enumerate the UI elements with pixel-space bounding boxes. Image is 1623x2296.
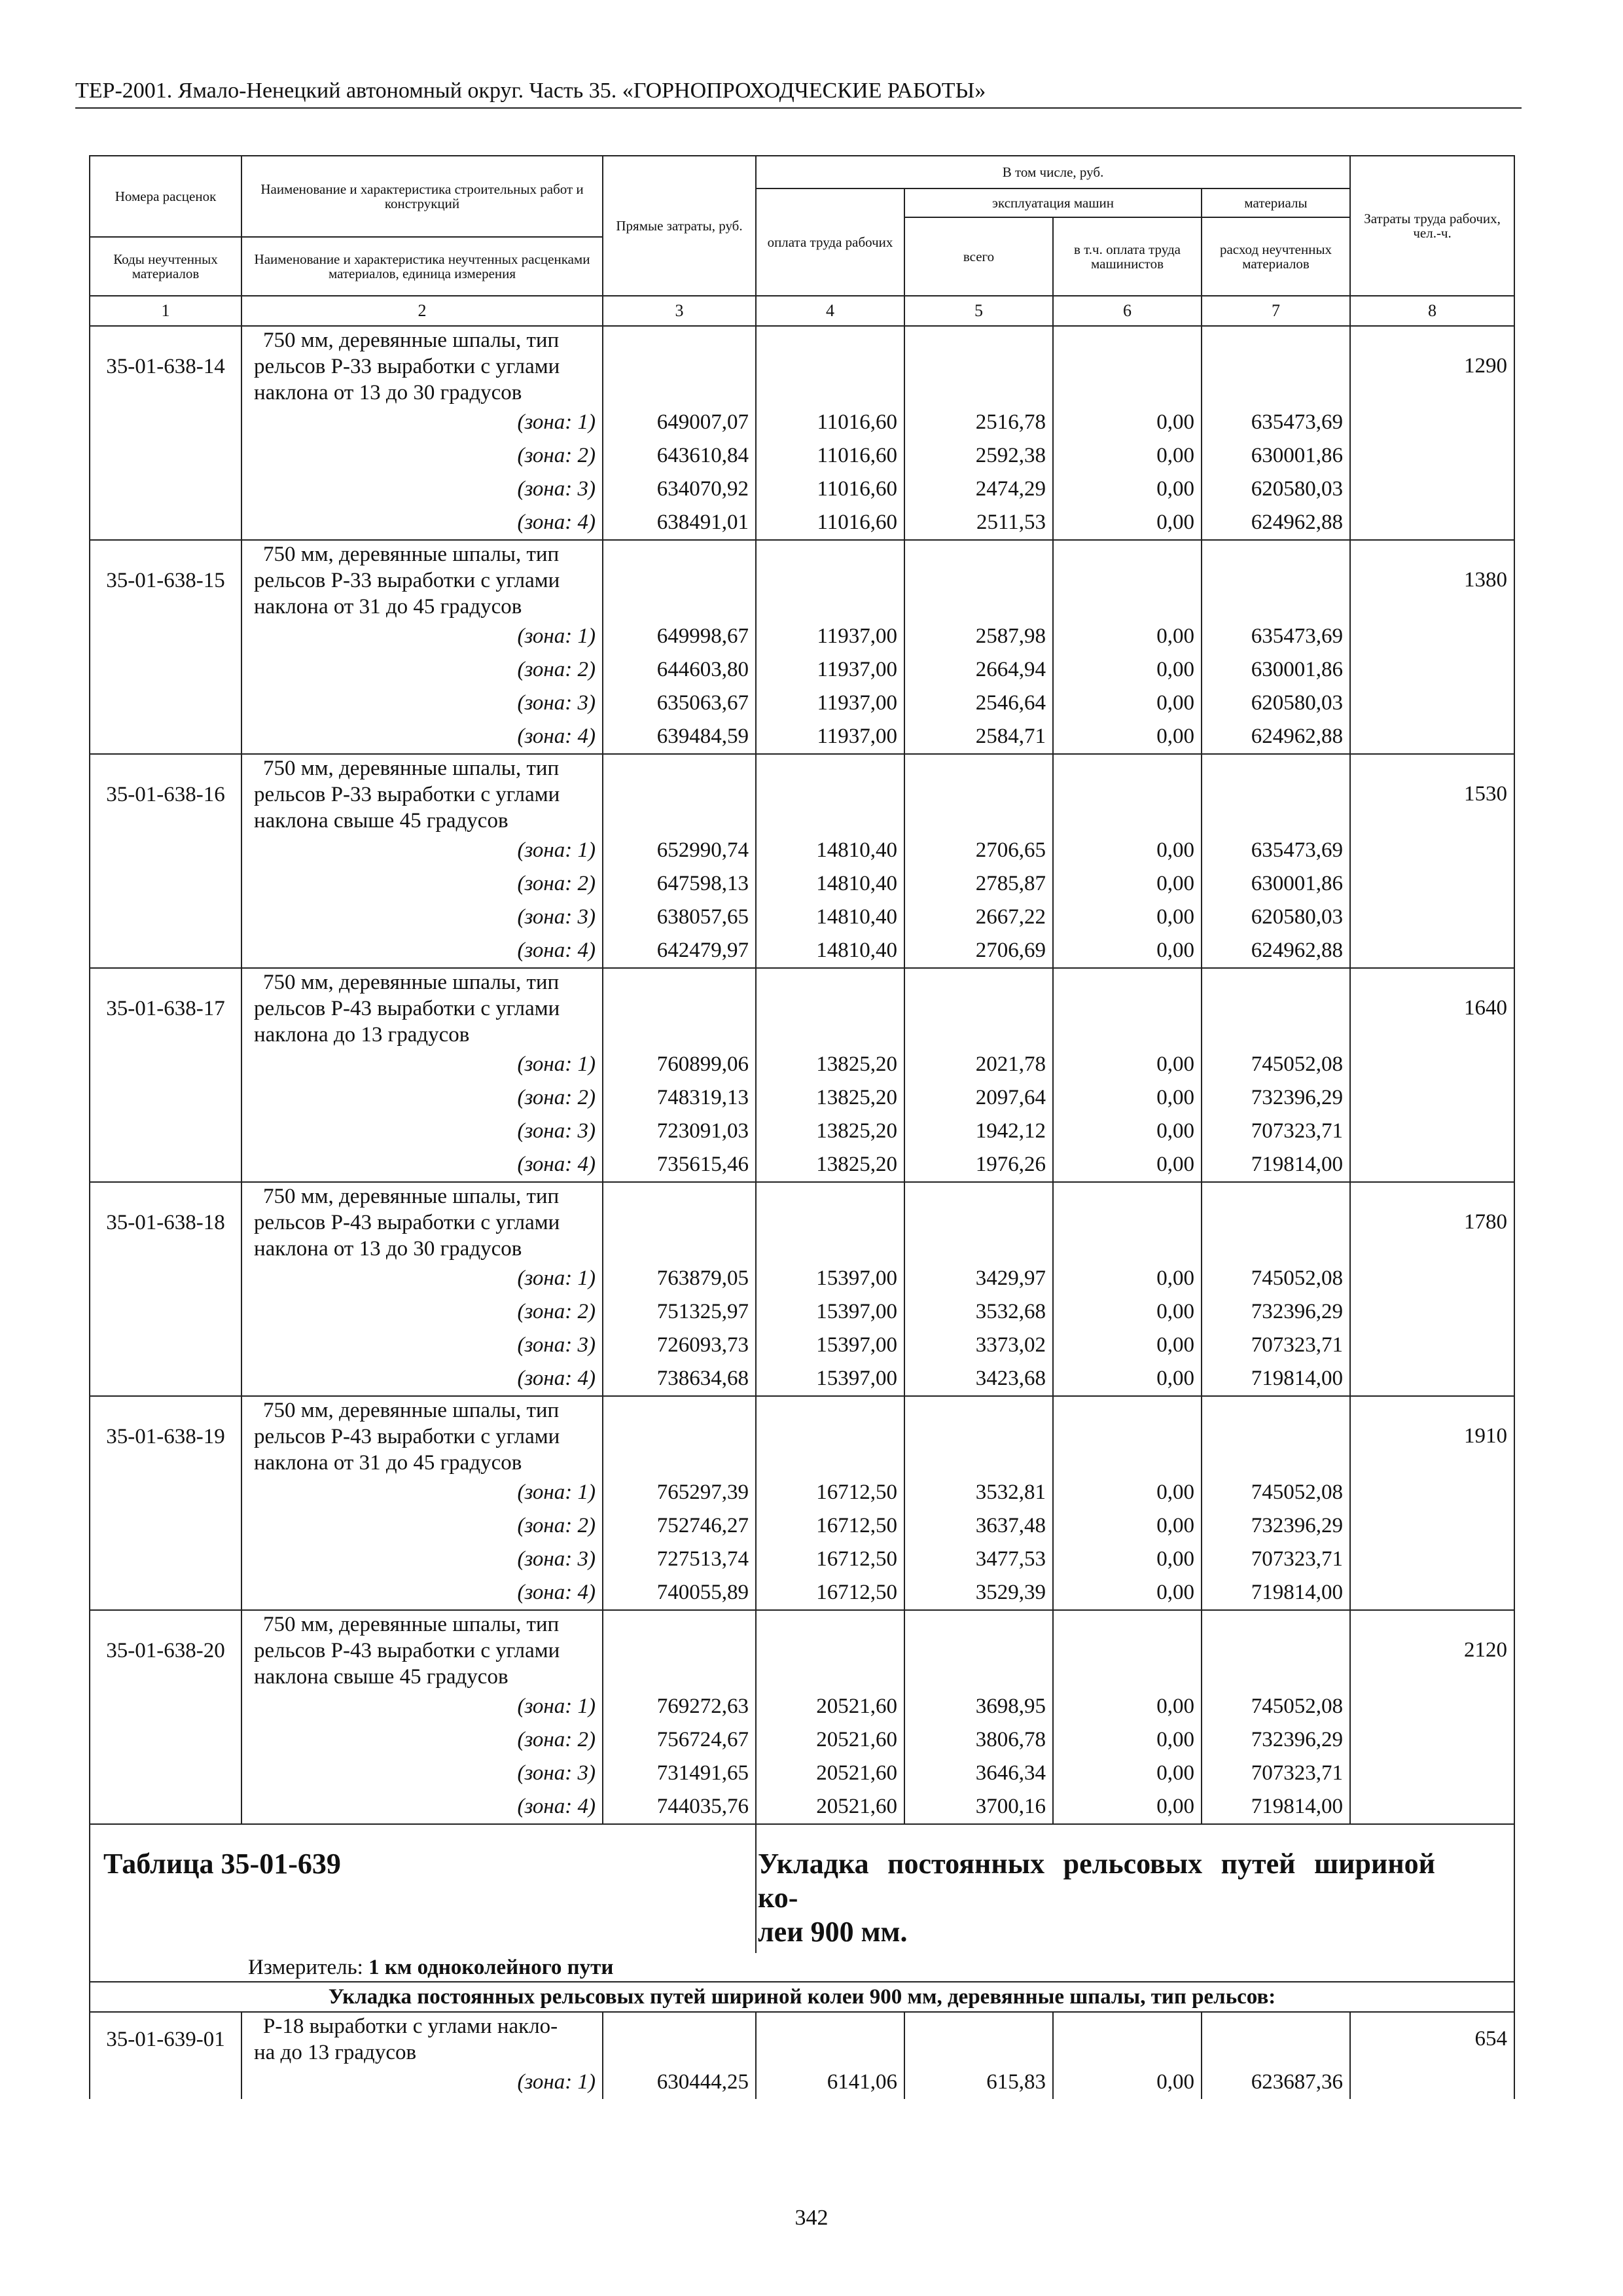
col3-header: Прямые затраты, руб.	[603, 156, 756, 296]
value-direct: 647598,13	[603, 867, 756, 901]
value-mach-wages: 0,00	[1053, 506, 1202, 540]
zone-label: (зона: 3)	[241, 473, 603, 506]
zone-label: (зона: 2)	[241, 1723, 603, 1757]
value-mach: 3429,97	[904, 1262, 1053, 1295]
zone-row	[90, 720, 1514, 754]
zone-row	[90, 1115, 1514, 1148]
zone-row	[90, 653, 1514, 687]
value-mach-wages: 0,00	[1053, 720, 1202, 754]
value-mach-wages: 0,00	[1053, 1576, 1202, 1610]
value-wages: 11937,00	[756, 720, 904, 754]
meter-label: Измеритель:	[248, 1955, 363, 1979]
zone-row	[90, 1543, 1514, 1576]
value-mach: 2706,69	[904, 934, 1053, 968]
zone-row	[90, 901, 1514, 934]
zone-label: (зона: 1)	[241, 406, 603, 439]
description-line: наклона свыше 45 градусов	[254, 809, 508, 833]
value-mat: 732396,29	[1202, 1295, 1350, 1329]
description-line: рельсов Р-33 выработки с углами	[254, 569, 560, 592]
rates-table	[89, 155, 1515, 2099]
value-wages: 11016,60	[756, 406, 904, 439]
zone-row	[90, 620, 1514, 653]
zone-label: (зона: 1)	[241, 620, 603, 653]
value-direct: 740055,89	[603, 1576, 756, 1610]
description-line: рельсов Р-43 выработки с углами	[254, 1211, 560, 1234]
value-mach: 3423,68	[904, 1362, 1053, 1396]
value-wages: 20521,60	[756, 1723, 904, 1757]
value-mat: 630001,86	[1202, 439, 1350, 473]
value-wages: 15397,00	[756, 1329, 904, 1362]
value-mat: 624962,88	[1202, 934, 1350, 968]
value-mach: 2511,53	[904, 506, 1053, 540]
value-mach-wages: 0,00	[1053, 439, 1202, 473]
value-mach: 3532,68	[904, 1295, 1053, 1329]
value-wages: 15397,00	[756, 1295, 904, 1329]
value-direct: 738634,68	[603, 1362, 756, 1396]
labor-cost: 1290	[1350, 326, 1514, 406]
col-number: 5	[904, 296, 1053, 326]
value-wages: 11016,60	[756, 473, 904, 506]
value-direct: 751325,97	[603, 1295, 756, 1329]
value-mach-wages: 0,00	[1053, 1262, 1202, 1295]
zone-label: (зона: 4)	[241, 1148, 603, 1182]
value-mat: 624962,88	[1202, 506, 1350, 540]
value-wages: 11016,60	[756, 506, 904, 540]
value-mach-wages: 0,00	[1053, 1081, 1202, 1115]
zone-row	[90, 1262, 1514, 1295]
rate-group-header-row	[90, 754, 1514, 834]
value-mat: 745052,08	[1202, 1476, 1350, 1509]
labor-cost: 1780	[1350, 1182, 1514, 1262]
value-mach: 3529,39	[904, 1576, 1053, 1610]
value-mach-wages: 0,00	[1053, 1048, 1202, 1081]
description-line: наклона свыше 45 градусов	[254, 1665, 508, 1689]
value-mat: 620580,03	[1202, 901, 1350, 934]
value-direct: 723091,03	[603, 1115, 756, 1148]
zone-row	[90, 1476, 1514, 1509]
rate-group-header-row	[90, 1396, 1514, 1476]
value-mat: 707323,71	[1202, 1543, 1350, 1576]
value-mach: 615,83	[904, 2066, 1053, 2099]
rate-group-header-row	[90, 540, 1514, 620]
value-mat: 707323,71	[1202, 1115, 1350, 1148]
description-line: рельсов Р-33 выработки с углами	[254, 783, 560, 806]
labor-cost: 1640	[1350, 968, 1514, 1048]
value-mach-wages: 0,00	[1053, 1690, 1202, 1723]
zone-row	[90, 439, 1514, 473]
col-number: 7	[1202, 296, 1350, 326]
page-number: 342	[794, 2206, 829, 2230]
value-direct: 760899,06	[603, 1048, 756, 1081]
value-mach: 3477,53	[904, 1543, 1053, 1576]
value-mat: 745052,08	[1202, 1690, 1350, 1723]
description-line: наклона до 13 градусов	[254, 1023, 470, 1047]
zone-row	[90, 406, 1514, 439]
zone-label: (зона: 3)	[241, 1543, 603, 1576]
zone-row	[90, 1329, 1514, 1362]
zone-row	[90, 1723, 1514, 1757]
zone-label: (зона: 2)	[241, 1509, 603, 1543]
table-name-line-1: Укладка постоянных рельсовых путей шириной ко-	[758, 1848, 1436, 1914]
rate-code: 35-01-638-14	[90, 326, 241, 406]
value-mat: 707323,71	[1202, 1757, 1350, 1790]
zone-label: (зона: 3)	[241, 1115, 603, 1148]
rate-code: 35-01-638-15	[90, 540, 241, 620]
page-header: ТЕР-2001. Ямало-Ненецкий автономный округ. Часть 35. «ГОРНОПРОХОДЧЕСКИЕ РАБОТЫ»	[75, 77, 1522, 109]
value-wages: 11937,00	[756, 687, 904, 720]
value-direct: 635063,67	[603, 687, 756, 720]
rate-description	[241, 1182, 603, 1262]
included-header: В том числе, руб.	[756, 156, 1350, 188]
value-mach: 2592,38	[904, 439, 1053, 473]
col2-bottom-header: Наименование и характеристика неучтенных расценками материалов, единица измерения	[241, 237, 603, 296]
col-number: 6	[1053, 296, 1202, 326]
value-mach-wages: 0,00	[1053, 1115, 1202, 1148]
col1-top-header: Номера расценок	[90, 156, 241, 237]
col-number: 2	[241, 296, 603, 326]
zone-label: (зона: 1)	[241, 834, 603, 867]
value-direct: 639484,59	[603, 720, 756, 754]
col5-header: всего	[904, 217, 1053, 296]
col8-header: Затраты труда рабочих, чел.-ч.	[1350, 156, 1514, 296]
value-mach: 2706,65	[904, 834, 1053, 867]
rate-description	[241, 754, 603, 834]
value-mach-wages: 0,00	[1053, 687, 1202, 720]
value-wages: 20521,60	[756, 1690, 904, 1723]
rate-code: 35-01-638-16	[90, 754, 241, 834]
labor-cost: 654	[1350, 2012, 1514, 2066]
value-wages: 16712,50	[756, 1543, 904, 1576]
value-mach: 3532,81	[904, 1476, 1053, 1509]
zone-row	[90, 1148, 1514, 1182]
value-wages: 14810,40	[756, 934, 904, 968]
rate-description	[241, 326, 603, 406]
table-subheading: Укладка постоянных рельсовых путей шириной колеи 900 мм, деревянные шпалы, тип рельсов:	[90, 1982, 1514, 2012]
rate-group-header-row	[90, 1182, 1514, 1262]
zone-row	[90, 1048, 1514, 1081]
value-direct: 744035,76	[603, 1790, 756, 1824]
rate-code: 35-01-638-20	[90, 1610, 241, 1690]
zone-label: (зона: 3)	[241, 1757, 603, 1790]
value-direct: 769272,63	[603, 1690, 756, 1723]
description-line: 750 мм, деревянные шпалы, тип	[263, 543, 560, 566]
zone-row	[90, 687, 1514, 720]
zone-label: (зона: 4)	[241, 720, 603, 754]
rate-code: 35-01-639-01	[90, 2012, 241, 2066]
zone-label: (зона: 4)	[241, 934, 603, 968]
value-mach: 2097,64	[904, 1081, 1053, 1115]
value-mach: 2785,87	[904, 867, 1053, 901]
value-direct: 735615,46	[603, 1148, 756, 1182]
description-line: Р-18 выработки с углами накло-	[263, 2015, 558, 2038]
value-mat: 630001,86	[1202, 653, 1350, 687]
machines-header: эксплуатация машин	[904, 188, 1202, 217]
value-direct: 727513,74	[603, 1543, 756, 1576]
value-mach-wages: 0,00	[1053, 1543, 1202, 1576]
value-mach-wages: 0,00	[1053, 1476, 1202, 1509]
col4-header: оплата труда рабочих	[756, 188, 904, 296]
value-direct: 638491,01	[603, 506, 756, 540]
description-line: 750 мм, деревянные шпалы, тип	[263, 1399, 560, 1422]
value-direct: 642479,97	[603, 934, 756, 968]
value-mach-wages: 0,00	[1053, 2066, 1202, 2099]
value-direct: 630444,25	[603, 2066, 756, 2099]
value-mach: 2021,78	[904, 1048, 1053, 1081]
zone-label: (зона: 3)	[241, 901, 603, 934]
rate-code: 35-01-638-17	[90, 968, 241, 1048]
zone-label: (зона: 1)	[241, 1048, 603, 1081]
rate-description	[241, 540, 603, 620]
value-mat: 630001,86	[1202, 867, 1350, 901]
value-mat: 745052,08	[1202, 1048, 1350, 1081]
value-mach: 3646,34	[904, 1757, 1053, 1790]
rate-group-header-row	[90, 1610, 1514, 1690]
value-direct: 756724,67	[603, 1723, 756, 1757]
value-mach-wages: 0,00	[1053, 1790, 1202, 1824]
rate-description	[241, 1396, 603, 1476]
zone-row	[90, 473, 1514, 506]
value-wages: 16712,50	[756, 1509, 904, 1543]
value-mat: 732396,29	[1202, 1723, 1350, 1757]
table-name-cell	[756, 1824, 1514, 1953]
value-mat: 745052,08	[1202, 1262, 1350, 1295]
value-wages: 20521,60	[756, 1790, 904, 1824]
value-mat: 620580,03	[1202, 687, 1350, 720]
col-number: 1	[90, 296, 241, 326]
zone-label: (зона: 2)	[241, 867, 603, 901]
value-direct: 763879,05	[603, 1262, 756, 1295]
value-direct: 752746,27	[603, 1509, 756, 1543]
rate-description	[241, 1610, 603, 1690]
zone-label: (зона: 1)	[241, 2066, 603, 2099]
zone-row	[90, 867, 1514, 901]
value-wages: 14810,40	[756, 834, 904, 867]
description-line: на до 13 градусов	[254, 2041, 417, 2064]
labor-cost: 1910	[1350, 1396, 1514, 1476]
value-mach-wages: 0,00	[1053, 1757, 1202, 1790]
value-mach-wages: 0,00	[1053, 473, 1202, 506]
value-mat: 719814,00	[1202, 1790, 1350, 1824]
description-line: наклона от 13 до 30 градусов	[254, 1237, 522, 1261]
description-line: 750 мм, деревянные шпалы, тип	[263, 329, 560, 352]
value-mach: 1976,26	[904, 1148, 1053, 1182]
col7-header: расход неучтенных материалов	[1202, 217, 1350, 296]
zone-label: (зона: 1)	[241, 1690, 603, 1723]
value-wages: 13825,20	[756, 1081, 904, 1115]
value-direct: 643610,84	[603, 439, 756, 473]
value-direct: 731491,65	[603, 1757, 756, 1790]
value-mach: 3806,78	[904, 1723, 1053, 1757]
value-direct: 638057,65	[603, 901, 756, 934]
zone-label: (зона: 1)	[241, 1476, 603, 1509]
value-mat: 719814,00	[1202, 1362, 1350, 1396]
value-direct: 649007,07	[603, 406, 756, 439]
rate-group-header-row	[90, 968, 1514, 1048]
zone-row	[90, 1690, 1514, 1723]
zone-label: (зона: 2)	[241, 1081, 603, 1115]
col6-header: в т.ч. оплата труда машинистов	[1053, 217, 1202, 296]
value-mach: 2664,94	[904, 653, 1053, 687]
zone-label: (зона: 2)	[241, 439, 603, 473]
value-mach-wages: 0,00	[1053, 1362, 1202, 1396]
value-mach-wages: 0,00	[1053, 1723, 1202, 1757]
zone-row	[90, 2066, 1514, 2099]
value-wages: 20521,60	[756, 1757, 904, 1790]
value-wages: 6141,06	[756, 2066, 904, 2099]
value-mach: 3698,95	[904, 1690, 1053, 1723]
col1-bottom-header: Коды неучтенных материалов	[90, 237, 241, 296]
value-mach-wages: 0,00	[1053, 867, 1202, 901]
value-mach-wages: 0,00	[1053, 834, 1202, 867]
description-line: 750 мм, деревянные шпалы, тип	[263, 971, 560, 994]
table-number-title: Таблица 35-01-639	[103, 1848, 341, 1880]
labor-cost: 2120	[1350, 1610, 1514, 1690]
value-wages: 11016,60	[756, 439, 904, 473]
value-mat: 635473,69	[1202, 620, 1350, 653]
labor-cost: 1530	[1350, 754, 1514, 834]
zone-row	[90, 834, 1514, 867]
zone-row	[90, 1295, 1514, 1329]
zone-row	[90, 1757, 1514, 1790]
value-mach: 2667,22	[904, 901, 1053, 934]
value-wages: 14810,40	[756, 867, 904, 901]
zone-row	[90, 1509, 1514, 1543]
value-direct: 748319,13	[603, 1081, 756, 1115]
value-direct: 726093,73	[603, 1329, 756, 1362]
description-line: 750 мм, деревянные шпалы, тип	[263, 1185, 560, 1208]
value-wages: 14810,40	[756, 901, 904, 934]
value-mach-wages: 0,00	[1053, 934, 1202, 968]
value-mat: 707323,71	[1202, 1329, 1350, 1362]
zone-row	[90, 1790, 1514, 1824]
value-direct: 765297,39	[603, 1476, 756, 1509]
table-caption-cell	[90, 1824, 756, 1953]
value-mat: 732396,29	[1202, 1509, 1350, 1543]
value-mach: 2587,98	[904, 620, 1053, 653]
value-wages: 13825,20	[756, 1148, 904, 1182]
zone-label: (зона: 2)	[241, 1295, 603, 1329]
meter-line	[241, 1953, 1514, 1982]
value-mach: 3373,02	[904, 1329, 1053, 1362]
value-wages: 11937,00	[756, 653, 904, 687]
col2-top-header: Наименование и характеристика строительных работ и конструкций	[241, 156, 603, 237]
meter-value: 1 км одноколейного пути	[368, 1955, 614, 1979]
value-mach-wages: 0,00	[1053, 1509, 1202, 1543]
rate-group-header-row	[90, 326, 1514, 406]
zone-row	[90, 1362, 1514, 1396]
value-wages: 13825,20	[756, 1048, 904, 1081]
rate-description	[241, 2012, 603, 2066]
zone-row	[90, 1576, 1514, 1610]
value-mat: 620580,03	[1202, 473, 1350, 506]
zone-label: (зона: 1)	[241, 1262, 603, 1295]
value-mach-wages: 0,00	[1053, 901, 1202, 934]
description-line: 750 мм, деревянные шпалы, тип	[263, 1613, 560, 1636]
description-line: рельсов Р-33 выработки с углами	[254, 355, 560, 378]
value-mach: 1942,12	[904, 1115, 1053, 1148]
value-mat: 635473,69	[1202, 406, 1350, 439]
value-wages: 13825,20	[756, 1115, 904, 1148]
value-mach: 2584,71	[904, 720, 1053, 754]
description-line: наклона от 13 до 30 градусов	[254, 381, 522, 404]
col-number: 4	[756, 296, 904, 326]
description-line: рельсов Р-43 выработки с углами	[254, 997, 560, 1020]
value-mach-wages: 0,00	[1053, 1148, 1202, 1182]
value-direct: 649998,67	[603, 620, 756, 653]
value-mach: 2546,64	[904, 687, 1053, 720]
value-mach-wages: 0,00	[1053, 1329, 1202, 1362]
value-mach-wages: 0,00	[1053, 620, 1202, 653]
value-wages: 15397,00	[756, 1362, 904, 1396]
zone-label: (зона: 4)	[241, 1790, 603, 1824]
zone-label: (зона: 2)	[241, 653, 603, 687]
value-wages: 15397,00	[756, 1262, 904, 1295]
rate-description	[241, 968, 603, 1048]
col-number: 8	[1350, 296, 1514, 326]
zone-row	[90, 506, 1514, 540]
value-wages: 16712,50	[756, 1576, 904, 1610]
value-mach: 3637,48	[904, 1509, 1053, 1543]
rate-code: 35-01-638-19	[90, 1396, 241, 1476]
labor-cost: 1380	[1350, 540, 1514, 620]
col-number: 3	[603, 296, 756, 326]
value-mach-wages: 0,00	[1053, 653, 1202, 687]
value-mat: 623687,36	[1202, 2066, 1350, 2099]
table-name-line-2: леи 900 мм.	[758, 1916, 908, 1948]
value-mach: 3700,16	[904, 1790, 1053, 1824]
zone-label: (зона: 4)	[241, 1362, 603, 1396]
value-mat: 719814,00	[1202, 1576, 1350, 1610]
zone-label: (зона: 4)	[241, 1576, 603, 1610]
description-line: наклона от 31 до 45 градусов	[254, 1451, 522, 1475]
value-direct: 652990,74	[603, 834, 756, 867]
description-line: рельсов Р-43 выработки с углами	[254, 1639, 560, 1662]
value-mat: 719814,00	[1202, 1148, 1350, 1182]
value-mach: 2516,78	[904, 406, 1053, 439]
value-mach: 2474,29	[904, 473, 1053, 506]
zone-row	[90, 934, 1514, 968]
value-wages: 16712,50	[756, 1476, 904, 1509]
rate-code: 35-01-638-18	[90, 1182, 241, 1262]
zone-row	[90, 1081, 1514, 1115]
description-line: 750 мм, деревянные шпалы, тип	[263, 757, 560, 780]
value-wages: 11937,00	[756, 620, 904, 653]
zone-label: (зона: 4)	[241, 506, 603, 540]
value-direct: 644603,80	[603, 653, 756, 687]
description-line: наклона от 31 до 45 градусов	[254, 595, 522, 619]
materials-header: материалы	[1202, 188, 1350, 217]
rate-group-header-row	[90, 2012, 1514, 2066]
zone-label: (зона: 3)	[241, 1329, 603, 1362]
value-mach-wages: 0,00	[1053, 406, 1202, 439]
value-mat: 624962,88	[1202, 720, 1350, 754]
zone-label: (зона: 3)	[241, 687, 603, 720]
description-line: рельсов Р-43 выработки с углами	[254, 1425, 560, 1448]
value-mach-wages: 0,00	[1053, 1295, 1202, 1329]
value-mat: 732396,29	[1202, 1081, 1350, 1115]
value-mat: 635473,69	[1202, 834, 1350, 867]
value-direct: 634070,92	[603, 473, 756, 506]
